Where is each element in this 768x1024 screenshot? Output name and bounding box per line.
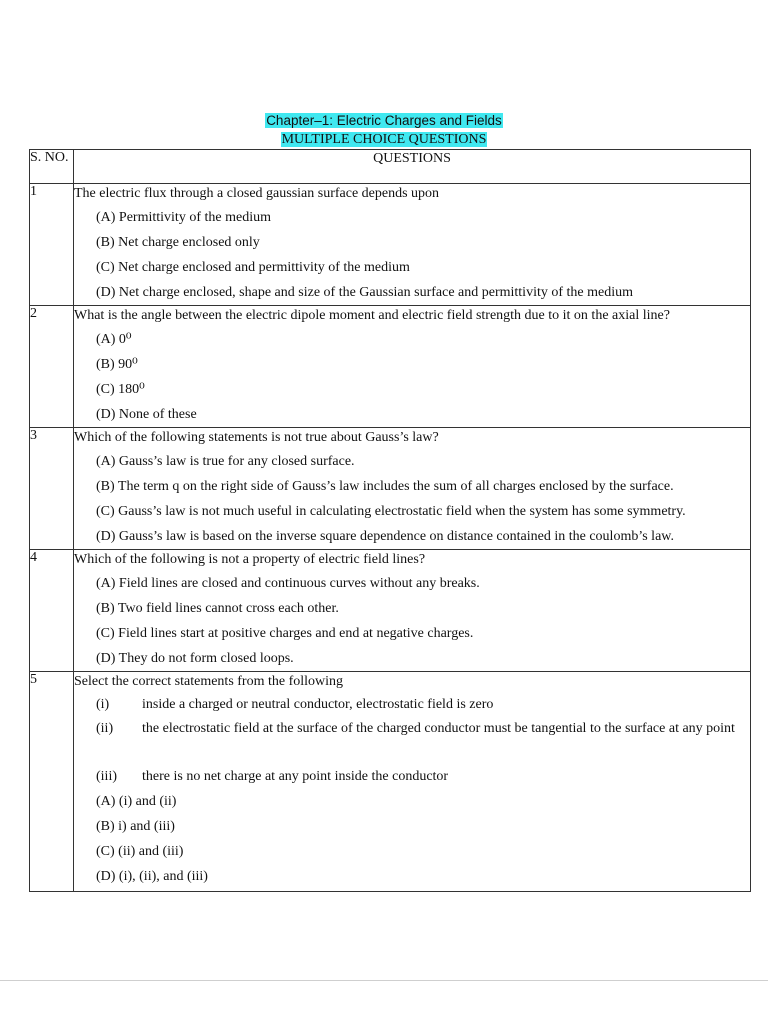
option-b: (B) The term q on the right side of Gauss’s law includes the sum of all charges enclosed by the surface. [96,479,674,494]
statement-ii [74,717,750,765]
question-text: Which of the following statements is not true about Gauss’s law? [74,430,439,445]
option-a: (A) Gauss’s law is true for any closed surface. [96,454,355,469]
page-divider [0,980,768,981]
statement-number: (ii) [96,721,114,736]
statement-text: there is no net charge at any point inside the conductor [142,769,449,784]
question-number: 5 [30,672,74,892]
statement-i [74,693,750,717]
question-number: 4 [30,550,74,672]
option-d: (D) (i), (ii), and (iii) [96,869,208,884]
option-c: (C) 180⁰ [96,382,145,397]
question-cell [74,184,751,306]
option-d: (D) Net charge enclosed, shape and size of the Gaussian surface and permittivity of the medium [96,285,634,300]
option-b: (B) 90⁰ [96,357,138,372]
question-cell [74,550,751,672]
statement-number: (iii) [96,769,117,784]
question-cell [74,306,751,428]
option-d: (D) Gauss’s law is based on the inverse square dependence on distance contained in the coulomb’s law. [96,529,674,544]
statement-text: inside a charged or neutral conductor, electrostatic field is zero [142,697,494,712]
option-d: (D) They do not form closed loops. [96,651,294,666]
question-text: Select the correct statements from the following [74,674,344,689]
option-c: (C) Gauss’s law is not much useful in calculating electrostatic field when the system has some symmetry. [96,504,686,519]
question-row-4 [30,550,751,672]
chapter-title-text: Chapter–1: Electric Charges and Fields [266,113,502,128]
question-text: The electric flux through a closed gaussian surface depends upon [74,186,440,201]
question-text: What is the angle between the electric dipole moment and electric field strength due to it on the axial line? [74,308,670,323]
question-row-1 [30,184,751,306]
statement-number: (i) [96,697,110,712]
statement-iii [74,765,750,789]
question-cell [74,428,751,550]
option-d: (D) None of these [96,407,197,422]
question-row-2 [30,306,751,428]
chapter-title [0,113,768,129]
option-a: (A) Permittivity of the medium [96,210,271,225]
question-row-3 [30,428,751,550]
question-text: Which of the following is not a property of electric field lines? [74,552,426,567]
question-number: 2 [30,306,74,428]
question-number: 1 [30,184,74,306]
option-b: (B) Two field lines cannot cross each other. [96,601,339,616]
question-row-5 [30,672,751,892]
option-a: (A) Field lines are closed and continuous curves without any breaks. [96,576,480,591]
column-header-questions: QUESTIONS [74,150,751,184]
option-c: (C) Field lines start at positive charges and end at negative charges. [96,626,474,641]
option-c: (C) Net charge enclosed and permittivity of the medium [96,260,410,275]
question-cell [74,672,751,892]
option-a: (A) 0⁰ [96,332,132,347]
table-header-row [30,150,751,184]
statement-text: the electrostatic field at the surface of the charged conductor must be tangential to the surface at any point [142,721,735,736]
option-c: (C) (ii) and (iii) [96,844,184,859]
option-b: (B) Net charge enclosed only [96,235,260,250]
option-a: (A) (i) and (ii) [96,794,177,809]
column-header-sno: S. NO. [30,150,74,184]
mcq-table [29,149,751,892]
section-subtitle [0,132,768,148]
question-number: 3 [30,428,74,550]
option-b: (B) i) and (iii) [96,819,175,834]
section-subtitle-text: MULTIPLE CHOICE QUESTIONS [281,132,487,147]
